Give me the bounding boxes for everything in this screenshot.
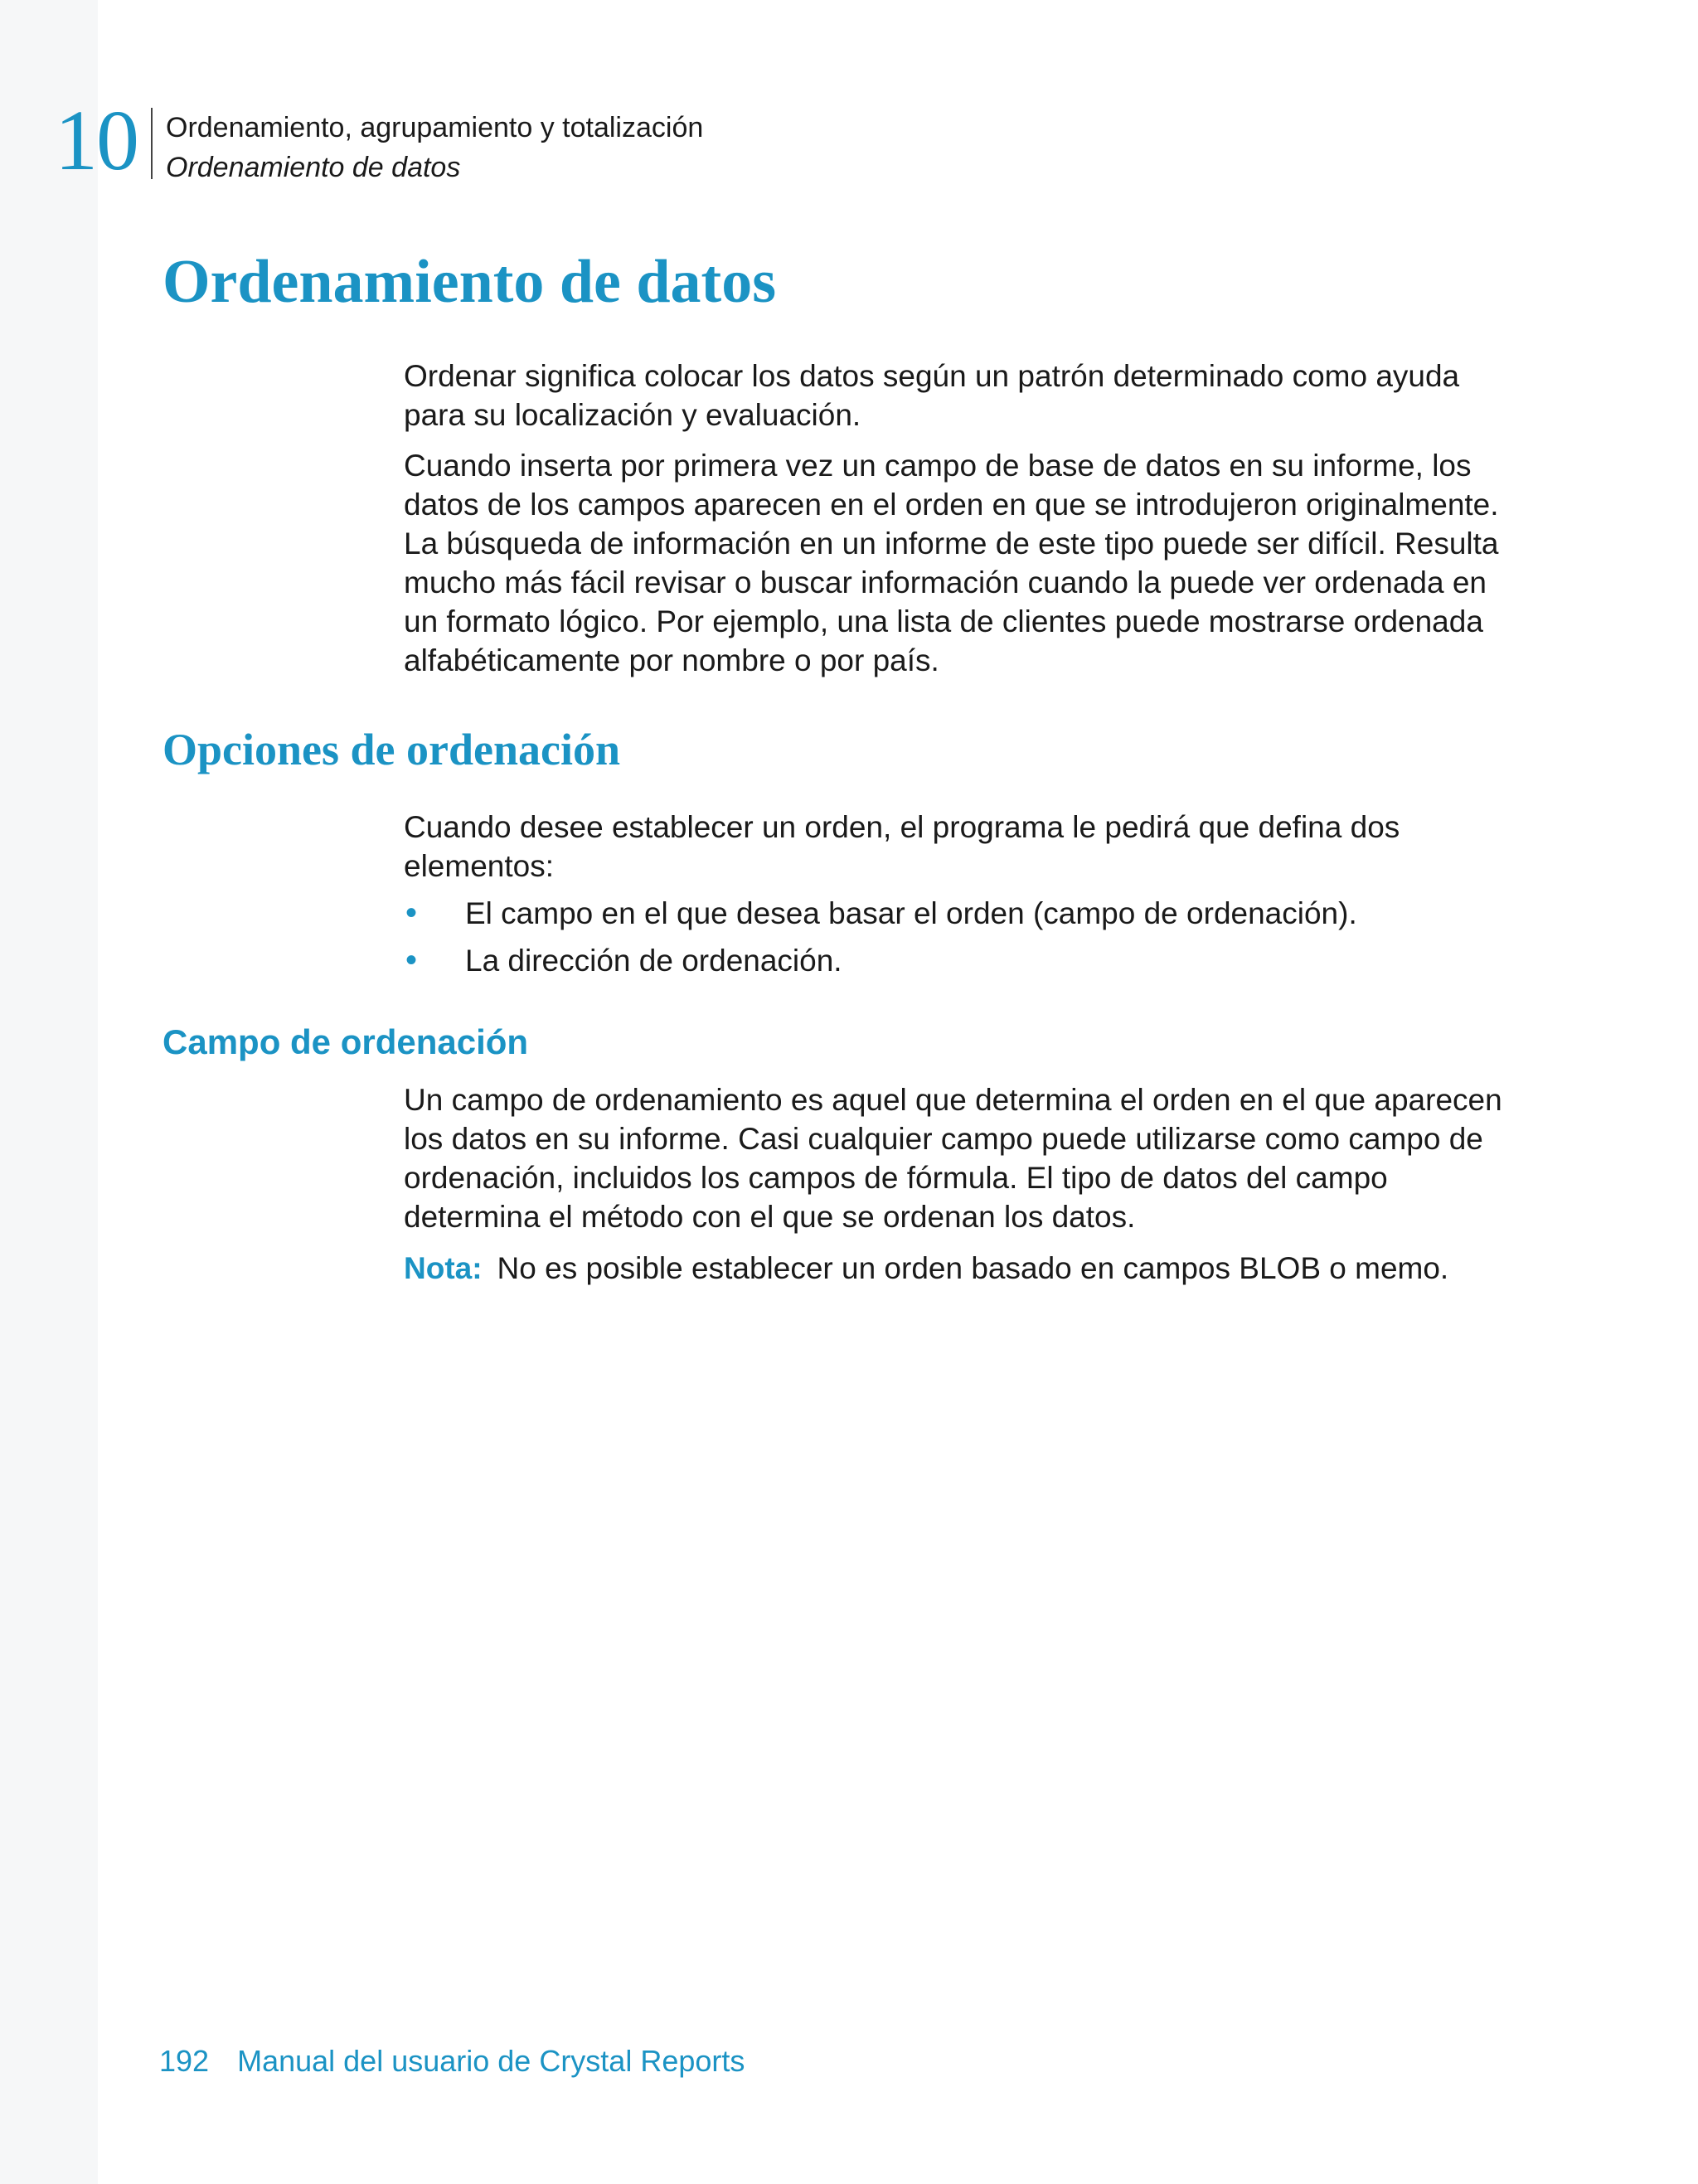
note-text: No es posible establecer un orden basado en campos BLOB o memo. (497, 1251, 1449, 1285)
list-item-text: El campo en el que desea basar el orden (campo de ordenación). (465, 896, 1357, 930)
header-divider (151, 108, 153, 179)
note-label: Nota: (404, 1251, 483, 1285)
running-header-chapter: Ordenamiento, agrupamiento y totalización (166, 112, 704, 143)
paragraph-sort-field: Un campo de ordenamiento es aquel que determina el orden en el que aparecen los datos en su informe. Casi cualquier campo puede utilizarse como campo de ordenación, incluidos los campos de fórmula. El tipo de datos del campo determina el método con el que se ordenan los datos. (404, 1083, 1502, 1234)
page-title: Ordenamiento de datos (163, 248, 776, 316)
list-item-text: La dirección de ordenación. (465, 944, 842, 978)
running-header-section: Ordenamiento de datos (166, 152, 461, 183)
chapter-number: 10 (55, 93, 138, 188)
bullet-icon: • (405, 942, 418, 978)
paragraph-sort-options-intro: Cuando desee establecer un orden, el programa le pedirá que defina dos elementos: (404, 810, 1400, 883)
page-margin-strip (0, 0, 98, 2184)
section-heading-sort-options: Opciones de ordenación (163, 725, 621, 774)
subsection-heading-sort-field: Campo de ordenación (163, 1022, 529, 1061)
note (404, 1249, 1565, 1288)
page-number: 192 (159, 2044, 210, 2078)
book-title: Manual del usuario de Crystal Reports (237, 2044, 745, 2078)
list-item (404, 894, 1515, 933)
bullet-icon: • (405, 895, 418, 931)
list-item (404, 941, 1515, 980)
paragraph-explanation: Cuando inserta por primera vez un campo de base de datos en su informe, los datos de los campos aparecen en el orden en que se introdujeron originalmente. La búsqueda de información en un informe de este tipo puede ser difícil. Resulta mucho más fácil revisar o buscar información cuando la puede ver ordenada en un formato lógico. Por ejemplo, una lista de clientes puede mostrarse ordenada alfabéticamente por nombre o por país. (404, 449, 1499, 677)
page-footer (159, 2043, 745, 2080)
bullet-list (404, 894, 1515, 988)
paragraph-definition: Ordenar significa colocar los datos según un patrón determinado como ayuda para su localización y evaluación. (404, 359, 1460, 432)
